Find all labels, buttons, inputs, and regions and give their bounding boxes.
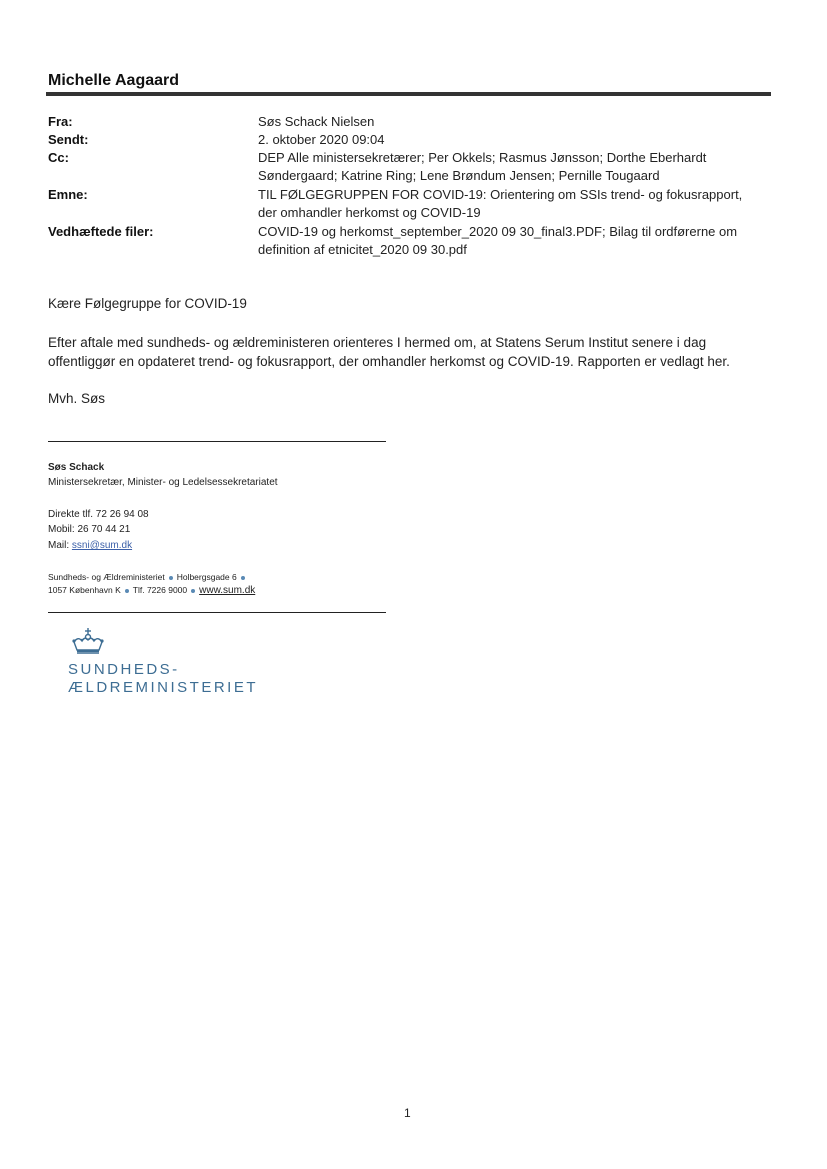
website-link[interactable]: www.sum.dk bbox=[199, 585, 256, 596]
signature-divider-bottom bbox=[48, 612, 386, 613]
signature-city-line bbox=[48, 583, 255, 598]
signature-mail bbox=[48, 538, 132, 553]
cc-label: Cc: bbox=[48, 150, 69, 165]
cc-value: DEP Alle ministersekretærer; Per Okkels; Rasmus Jønsson; Dorthe Eberhardt Søndergaard; Katrine Ring; Lene Brøndum Jensen; Pernille Tougaard bbox=[258, 150, 707, 183]
signature-direct-phone: Direkte tlf. 72 26 94 08 bbox=[48, 509, 149, 520]
ministry-address: Holbergsgade 6 bbox=[176, 572, 237, 582]
greeting: Kære Følgegruppe for COVID-19 bbox=[48, 296, 247, 311]
signature-title: Ministersekretær, Minister- og Ledelsessekretariatet bbox=[48, 477, 278, 488]
header-divider bbox=[46, 92, 771, 96]
fra-value: Søs Schack Nielsen bbox=[258, 114, 375, 129]
emne-label: Emne: bbox=[48, 187, 88, 202]
crown-icon bbox=[70, 628, 106, 658]
closing: Mvh. Søs bbox=[48, 391, 106, 406]
ministry-name: Sundheds- og Ældreministeriet bbox=[48, 572, 165, 582]
bullet-icon bbox=[191, 589, 195, 593]
ministry-city: 1057 København K bbox=[48, 585, 121, 595]
bullet-icon bbox=[125, 589, 129, 593]
mail-label: Mail: bbox=[48, 540, 72, 551]
sender-name: Michelle Aagaard bbox=[48, 72, 180, 89]
signature-divider-top bbox=[48, 441, 386, 442]
logo-line-2: ÆLDREMINISTERIET bbox=[68, 679, 259, 696]
signature-mobile: Mobil: 26 70 44 21 bbox=[48, 524, 131, 535]
body-paragraph: Efter aftale med sundheds- og ældreministeren orienteres I hermed om, at Statens Serum Institut senere i dag offentliggør en opdateret trend- og fokusrapport, der omhandler herkomst og COVID-19. Rapporten er vedlagt her. bbox=[48, 335, 730, 369]
mail-link[interactable]: ssni@sum.dk bbox=[71, 540, 133, 551]
bullet-icon bbox=[169, 576, 173, 580]
ministry-phone: Tlf. 7226 9000 bbox=[132, 585, 188, 595]
attachments-label: Vedhæftede filer: bbox=[48, 224, 154, 239]
attachments-value: COVID-19 og herkomst_september_2020 09 30_final3.PDF; Bilag til ordførerne om definition af etnicitet_2020 09 30.pdf bbox=[258, 224, 738, 257]
bullet-icon bbox=[241, 576, 245, 580]
ministry-logo bbox=[68, 628, 258, 697]
sendt-label: Sendt: bbox=[48, 132, 89, 147]
signature-name: Søs Schack bbox=[48, 462, 105, 473]
sendt-value: 2. oktober 2020 09:04 bbox=[258, 132, 385, 147]
logo-line-1: SUNDHEDS- bbox=[68, 661, 180, 678]
page-number: 1 bbox=[404, 1106, 411, 1120]
fra-label: Fra: bbox=[48, 114, 73, 129]
emne-value: TIL FØLGEGRUPPEN FOR COVID-19: Orientering om SSIs trend- og fokusrapport, der omhandler herkomst og COVID-19 bbox=[258, 187, 743, 220]
